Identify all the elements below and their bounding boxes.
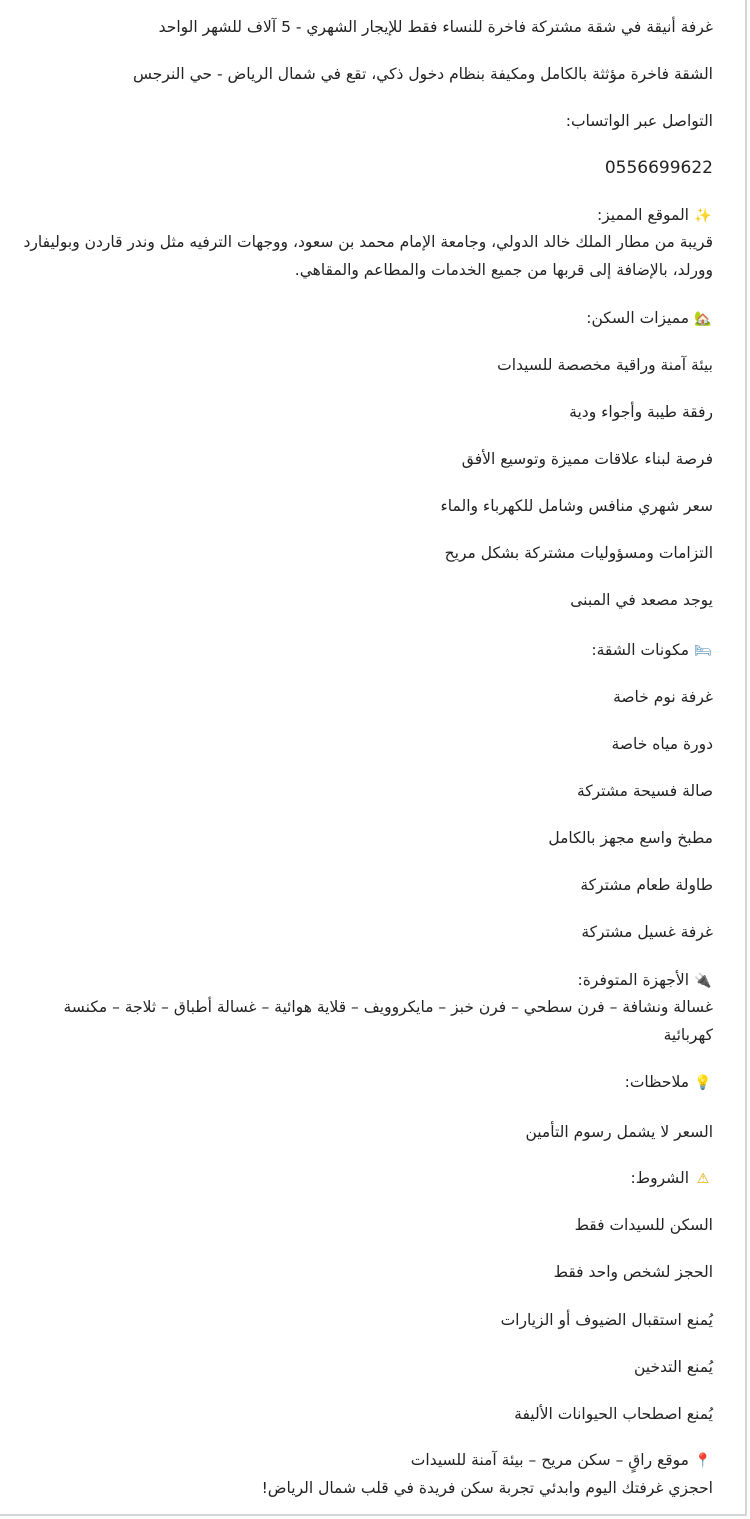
list-item: غرفة نوم خاصة: [613, 688, 713, 706]
list-item: التزامات ومسؤوليات مشتركة بشكل مريح: [444, 544, 713, 562]
components-heading: [20, 636, 713, 665]
list-item: دورة مياه خاصة: [611, 735, 713, 753]
devices-heading-text: الأجهزة المتوفرة:: [577, 971, 689, 989]
list-item: الحجز لشخص واحد فقط: [553, 1263, 713, 1281]
list-item: سعر شهري منافس وشامل للكهرباء والماء: [440, 497, 713, 515]
bed-icon: 🛏: [694, 643, 712, 659]
list-item: يُمنع التدخين: [633, 1358, 713, 1376]
list-item: صالة فسيحة مشتركة: [576, 782, 713, 800]
list-item: غرفة غسيل مشتركة: [581, 923, 713, 941]
list-item: بيئة آمنة وراقية مخصصة للسيدات: [497, 356, 713, 374]
pin-icon: 📍: [694, 1453, 712, 1469]
list-item: يُمنع استقبال الضيوف أو الزيارات: [500, 1311, 713, 1329]
plug-icon: 🔌: [694, 973, 712, 989]
closing-line-1: [20, 1446, 713, 1475]
list-item: يوجد مصعد في المبنى: [570, 591, 713, 609]
features-heading-text: مميزات السكن:: [586, 309, 689, 327]
components-heading-text: مكونات الشقة:: [591, 641, 689, 659]
location-heading: [20, 201, 713, 230]
sparkles-icon: ✨: [694, 208, 712, 224]
terms-heading: [20, 1164, 713, 1193]
list-item: يُمنع اصطحاب الحيوانات الأليفة: [514, 1405, 713, 1423]
devices-heading: [20, 966, 713, 995]
listing-title: غرفة أنيقة في شقة مشتركة فاخرة للنساء فقط للإيجار الشهري - 5 آلاف للشهر الواحد: [158, 18, 713, 36]
terms-heading-text: الشروط:: [630, 1169, 689, 1187]
notes-heading: [20, 1068, 713, 1097]
phone-number[interactable]: 0556699622: [604, 158, 713, 178]
closing-line-1-text: موقع راقٍ – سكن مريح – بيئة آمنة للسيدات: [410, 1451, 689, 1469]
location-text: قريبة من مطار الملك خالد الدولي، وجامعة الإمام محمد بن سعود، ووجهات الترفيه مثل وندر قاردن وبوليفارد وورلد، بالإضافة إلى قربها من جميع الخدمات والمطاعم والمقاهي.: [23, 233, 713, 279]
warning-icon: ⚠: [696, 1171, 710, 1187]
devices-text: غسالة ونشافة – فرن سطحي – فرن خبز – مايكروويف – قلاية هوائية – غسالة أطباق – ثلاجة – مكنسة كهربائية: [63, 998, 713, 1044]
list-item: السعر لا يشمل رسوم التأمين: [525, 1123, 713, 1141]
list-item: فرصة لبناء علاقات مميزة وتوسيع الأفق: [461, 450, 713, 468]
features-heading: [20, 304, 713, 333]
location-heading-text: الموقع المميز:: [597, 206, 689, 224]
list-item: طاولة طعام مشتركة: [580, 876, 713, 894]
contact-label: التواصل عبر الواتساب:: [565, 112, 713, 130]
list-item: السكن للسيدات فقط: [574, 1216, 713, 1234]
house-icon: 🏡: [694, 311, 712, 327]
lightbulb-icon: 💡: [694, 1075, 712, 1091]
list-item: رفقة طيبة وأجواء ودية: [569, 403, 713, 421]
closing-line-2: احجزي غرفتك اليوم وابدئي تجربة سكن فريدة في قلب شمال الرياض!: [261, 1479, 713, 1497]
list-item: مطبخ واسع مجهز بالكامل: [548, 829, 713, 847]
notes-heading-text: ملاحظات:: [624, 1073, 689, 1091]
listing-description: الشقة فاخرة مؤثثة بالكامل ومكيفة بنظام دخول ذكي، تقع في شمال الرياض - حي النرجس: [133, 65, 713, 83]
